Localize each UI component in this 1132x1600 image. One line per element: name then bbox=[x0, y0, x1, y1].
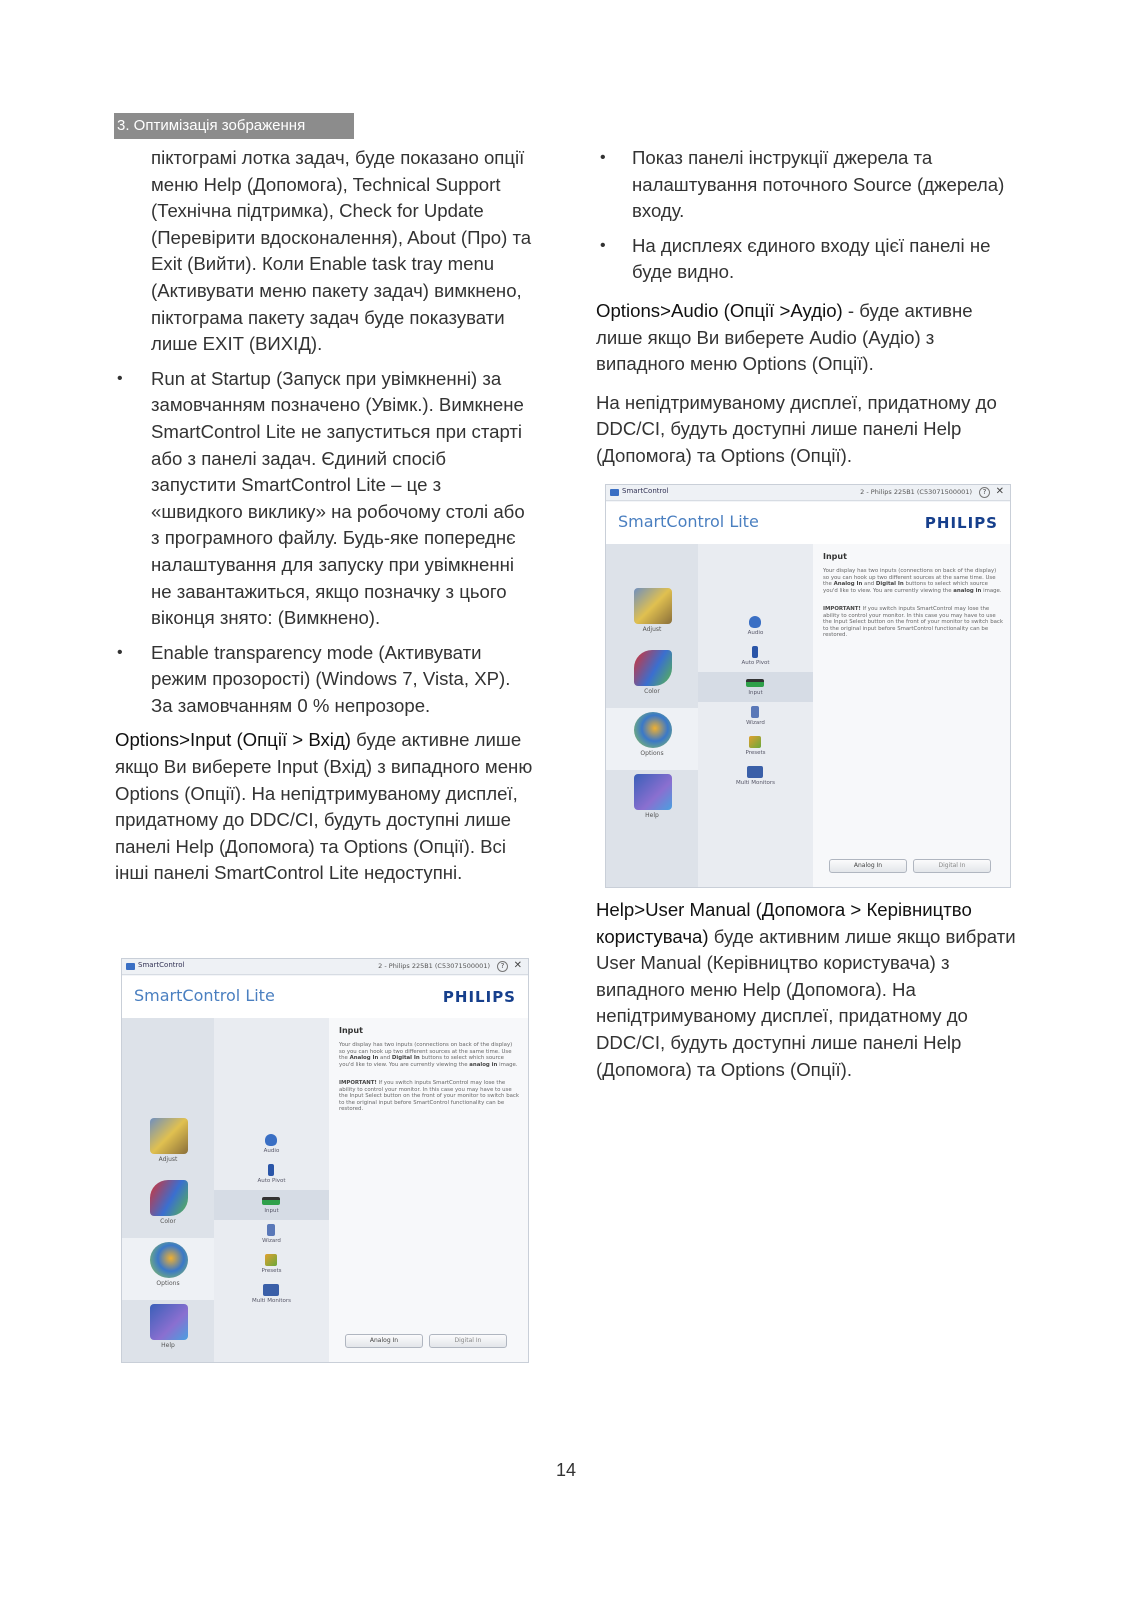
digital-in-button[interactable]: Digital In bbox=[429, 1334, 507, 1348]
gear-icon bbox=[634, 712, 672, 748]
monitor-label: 2 - Philips 225B1 (C53071500001) bbox=[860, 488, 972, 496]
input-icon bbox=[746, 679, 764, 687]
nav-label: Help bbox=[161, 1342, 175, 1349]
brand-logo: PHILIPS bbox=[924, 514, 998, 532]
options-input-heading: Options>Input (Опції > Вхід) bbox=[115, 729, 351, 751]
right-paragraph-audio bbox=[596, 298, 1021, 378]
presets-icon bbox=[265, 1254, 277, 1266]
main-nav bbox=[122, 1018, 214, 1362]
nav-help[interactable] bbox=[606, 770, 698, 832]
window-titlebar bbox=[122, 959, 528, 975]
left-paragraph-1: піктограмі лотка задач, буде показано опції меню Help (Допомога), Technical Support (Технічна підтримка), Check for Update (Перевірити вдосконалення), About (Про) та Exit (Вийти). Коли Enable task tray menu (Активувати меню пакету задач) вимкнено, піктограма пакету задач буде показувати лише EXIT (ВИХІД). bbox=[151, 147, 532, 355]
sub-label: Input bbox=[748, 690, 763, 696]
sub-audio[interactable] bbox=[698, 612, 813, 642]
left-column bbox=[115, 145, 535, 887]
monitor-label: 2 - Philips 225B1 (C53071500001) bbox=[378, 962, 490, 970]
adjust-icon bbox=[634, 588, 672, 624]
input-panel-description: Your display has two inputs (connections on back of the display) so you can hook up two different sources at the same time. Use the Analog In and Digital In buttons to select which source you'd like to view. You are currently viewing the analog in image. bbox=[339, 1042, 518, 1068]
product-name: SmartControl Lite bbox=[618, 512, 759, 531]
sub-label: Audio bbox=[263, 1148, 280, 1154]
sub-label: Multi Monitors bbox=[736, 780, 775, 786]
nav-options[interactable] bbox=[122, 1238, 214, 1300]
sub-nav bbox=[698, 544, 813, 887]
app-name: SmartControl bbox=[622, 487, 669, 495]
smartcontrol-window-input-right bbox=[605, 484, 1011, 888]
sub-auto-pivot[interactable] bbox=[214, 1160, 329, 1190]
sub-label: Multi Monitors bbox=[252, 1298, 291, 1304]
sub-input[interactable] bbox=[214, 1190, 329, 1220]
sub-label: Audio bbox=[747, 630, 764, 636]
help-user-manual-text: буде активним лише якщо вибрати User Manual (Керівництво користувача) з випадного меню Help (Допомога). На непідтримуваному дисплеї, придатному до DDC/CI, будуть доступні лише панелі Help (Допомога) та Options (Опції). bbox=[596, 925, 1016, 1080]
right-column bbox=[596, 145, 1021, 470]
close-icon[interactable]: ✕ bbox=[513, 960, 522, 971]
analog-in-button[interactable]: Analog In bbox=[345, 1334, 423, 1348]
sub-label: Auto Pivot bbox=[741, 660, 770, 666]
options-input-text: буде активне лише якщо Ви виберете Input (Вхід) з випадного меню Options (Опції). На непідтримуваному дисплеї, придатному до DDC/CI, будуть доступні лише панелі Help (Допомога) та Options (Опції). Всі інші панелі SmartControl Lite недоступні. bbox=[115, 729, 533, 884]
options-audio-heading: Options>Audio (Опції >Аудіо) bbox=[596, 299, 843, 321]
sub-auto-pivot[interactable] bbox=[698, 642, 813, 672]
input-panel bbox=[329, 1018, 528, 1362]
sub-wizard[interactable] bbox=[214, 1220, 329, 1250]
close-icon[interactable]: ✕ bbox=[995, 486, 1004, 497]
nav-label: Options bbox=[640, 750, 664, 757]
help-user-manual-heading: Help>User Manual (Допомога > Керівництво користувача) bbox=[596, 899, 972, 947]
sub-label: Wizard bbox=[262, 1238, 281, 1244]
presets-icon bbox=[749, 736, 761, 748]
sub-wizard[interactable] bbox=[698, 702, 813, 732]
multi-monitor-icon bbox=[747, 766, 763, 778]
input-panel-title: Input bbox=[339, 1026, 363, 1035]
main-nav bbox=[606, 544, 698, 887]
multi-monitor-icon bbox=[263, 1284, 279, 1296]
sub-label: Wizard bbox=[746, 720, 765, 726]
audio-icon bbox=[749, 616, 761, 628]
nav-label: Help bbox=[645, 812, 659, 819]
sub-label: Presets bbox=[745, 750, 766, 756]
left-bullet-run-at-startup: • Run at Startup (Запуск при увімкненні) за замовчанням позначено (Увімк.). Вимкнене SmartControl Lite не запуститься при старті або з панелі задач. Єдиний спосіб запустити SmartControl Lite – це з «швидкого виклику» на робочому столі або з програмного файлу. Будь-яке попереднє налаштування для запуску при увімкненні не завантажиться, якщо позначку з цього віконця знято: (Вимкнено). bbox=[115, 366, 535, 632]
nav-options[interactable] bbox=[606, 708, 698, 770]
sub-audio[interactable] bbox=[214, 1130, 329, 1160]
help-icon[interactable]: ? bbox=[979, 487, 990, 498]
sub-multi-monitors[interactable] bbox=[214, 1280, 329, 1310]
sub-input[interactable] bbox=[698, 672, 813, 702]
wizard-icon bbox=[751, 706, 759, 718]
wizard-icon bbox=[267, 1224, 275, 1236]
smartcontrol-window-input-left bbox=[121, 958, 529, 1363]
input-panel-warning: IMPORTANT! If you switch inputs SmartControl may lose the ability to control your monitor. In this case you may have to use the Input Select button on the front of your monitor to switch back to the original input before SmartControl functionality can be restored. bbox=[339, 1080, 520, 1113]
sub-label: Auto Pivot bbox=[257, 1178, 286, 1184]
help-question-icon bbox=[150, 1304, 188, 1340]
right-bullet-source: • Показ панелі інструкції джерела та налаштування поточного Source (джерела) входу. bbox=[596, 145, 1021, 225]
app-name: SmartControl bbox=[138, 961, 185, 969]
page-number: 14 bbox=[555, 1460, 577, 1480]
nav-label: Color bbox=[644, 688, 660, 695]
product-name: SmartControl Lite bbox=[134, 986, 275, 1005]
sub-label: Input bbox=[264, 1208, 279, 1214]
right-bullet-single-input: • На дисплеях єдиного входу цієї панелі не буде видно. bbox=[596, 233, 1021, 286]
window-header bbox=[606, 502, 1010, 544]
input-panel-description: Your display has two inputs (connections on back of the display) so you can hook up two different sources at the same time. Use the Analog In and Digital In buttons to select which source you'd like to view. You are currently viewing the analog in image. bbox=[823, 568, 1002, 594]
right-paragraph-help bbox=[596, 897, 1026, 1083]
left-paragraph-input bbox=[115, 727, 535, 887]
color-icon bbox=[634, 650, 672, 686]
pivot-icon bbox=[268, 1164, 274, 1176]
right-paragraph-ddc: На непідтримуваному дисплеї, придатному до DDC/CI, будуть доступні лише панелі Help (Допомога) та Options (Опції). bbox=[596, 391, 997, 466]
input-panel-title: Input bbox=[823, 552, 847, 561]
audio-icon bbox=[265, 1134, 277, 1146]
section-tag: 3. Оптимізація зображення bbox=[114, 113, 354, 139]
nav-label: Adjust bbox=[642, 626, 662, 633]
input-panel bbox=[813, 544, 1010, 887]
options-audio-text: - буде активне лише якщо Ви виберете Audio (Аудіо) з випадного меню Options (Опції). bbox=[596, 299, 973, 375]
app-icon bbox=[126, 963, 135, 970]
nav-label: Adjust bbox=[158, 1156, 178, 1163]
sub-nav bbox=[214, 1018, 329, 1362]
nav-label: Options bbox=[156, 1280, 180, 1287]
brand-logo: PHILIPS bbox=[442, 988, 516, 1006]
nav-label: Color bbox=[160, 1218, 176, 1225]
pivot-icon bbox=[752, 646, 758, 658]
nav-adjust[interactable] bbox=[122, 1114, 214, 1176]
gear-icon bbox=[150, 1242, 188, 1278]
nav-help[interactable] bbox=[122, 1300, 214, 1362]
help-question-icon bbox=[634, 774, 672, 810]
sub-presets[interactable] bbox=[214, 1250, 329, 1280]
nav-color[interactable] bbox=[606, 646, 698, 708]
window-header bbox=[122, 976, 528, 1018]
analog-in-button[interactable]: Analog In bbox=[829, 859, 907, 873]
input-icon bbox=[262, 1197, 280, 1205]
digital-in-button[interactable]: Digital In bbox=[913, 859, 991, 873]
window-titlebar bbox=[606, 485, 1010, 501]
sub-multi-monitors[interactable] bbox=[698, 762, 813, 792]
sub-label: Presets bbox=[261, 1268, 282, 1274]
input-panel-warning: IMPORTANT! If you switch inputs SmartControl may lose the ability to control your monitor. In this case you may have to use the Input Select button on the front of your monitor to switch back to the original input before SmartControl functionality can be restored. bbox=[823, 606, 1004, 639]
sub-presets[interactable] bbox=[698, 732, 813, 762]
app-icon bbox=[610, 489, 619, 496]
left-bullet-transparency: • Enable transparency mode (Активувати режим прозорості) (Windows 7, Vista, XP). За замовчанням 0 % непрозоре. bbox=[115, 640, 535, 720]
color-icon bbox=[150, 1180, 188, 1216]
adjust-icon bbox=[150, 1118, 188, 1154]
help-icon[interactable]: ? bbox=[497, 961, 508, 972]
nav-adjust[interactable] bbox=[606, 584, 698, 646]
nav-color[interactable] bbox=[122, 1176, 214, 1238]
